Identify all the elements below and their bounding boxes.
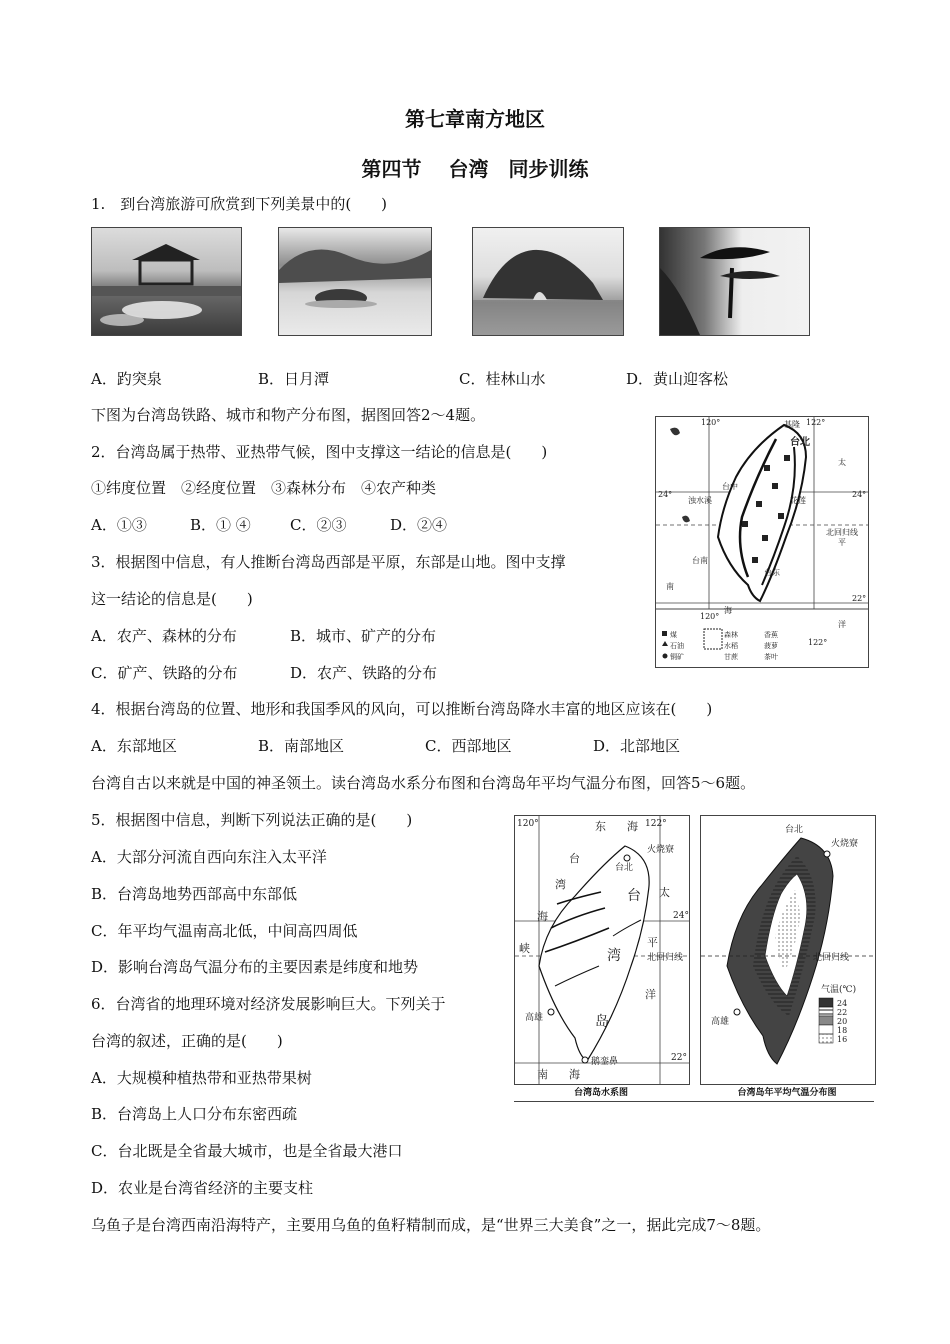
q4-option-c: C．西部地区 <box>425 737 512 755</box>
temp-legend-18: 18 <box>837 1026 848 1035</box>
chapter-title: 第七章南方地区 <box>405 107 545 131</box>
map2-strait-3: 海 <box>537 910 548 923</box>
map2-island-1: 台 <box>627 888 641 904</box>
legend-forest: 森林 <box>724 631 738 639</box>
temp-legend-22: 22 <box>837 1008 848 1017</box>
q5-stem: 5．根据图中信息，判断下列说法正确的是( ) <box>91 811 413 829</box>
map1-river: 浊水溪 <box>688 496 712 505</box>
map1-lat-24: 24° <box>658 490 673 499</box>
map1-lat-24-right: 24° <box>852 490 867 499</box>
q1-option-c: C．桂林山水 <box>459 370 546 388</box>
map3-city-huoshaoliao: 火烧寮 <box>831 839 859 849</box>
q3-option-b: B．城市、矿产的分布 <box>290 627 437 645</box>
map1-lon-122: 122° <box>806 418 826 427</box>
map1-city-tainan: 台南 <box>692 556 708 565</box>
q1-option-d: D．黄山迎客松 <box>626 370 729 388</box>
map2-south-sea-1: 南 <box>537 1068 548 1081</box>
q6-option-a: A．大规模种植热带和亚热带果树 <box>91 1069 312 1087</box>
legend-oil: 石油 <box>670 642 684 650</box>
map2-pacific-3: 洋 <box>645 988 656 1001</box>
map2-pacific-2: 平 <box>647 936 658 949</box>
map2-city-taipei: 台北 <box>615 863 634 873</box>
legend-tea: 茶叶 <box>764 653 778 661</box>
q2-option-d: D．②④ <box>390 516 448 534</box>
q6-line1: 6．台湾省的地理环境对经济发展影响巨大。下列关于 <box>91 995 446 1013</box>
map1-lon-120-bottom: 120° <box>700 612 720 621</box>
photo-guilin-landscape <box>472 227 624 336</box>
map1-ocean-1: 太 <box>838 458 846 467</box>
map2-strait-2: 湾 <box>555 878 566 891</box>
q4-option-b: B．南部地区 <box>258 737 345 755</box>
map2-island-2: 湾 <box>607 948 621 964</box>
map1-city-taichung: 台中 <box>722 482 738 491</box>
q2-option-b: B．① ④ <box>190 516 251 534</box>
taiwan-figure-pair <box>514 815 874 1102</box>
map1-sea-2: 海 <box>724 606 732 615</box>
taiwan-temperature-map <box>700 815 876 1085</box>
q4-option-d: D．北部地区 <box>593 737 681 755</box>
map3-city-kaohsiung: 高雄 <box>711 1017 730 1027</box>
q2-option-a: A．①③ <box>91 516 147 534</box>
q3-option-d: D．农产、铁路的分布 <box>290 664 438 682</box>
legend-copper: 铜矿 <box>670 653 684 661</box>
map2-caption: 台湾岛水系图 <box>573 1088 628 1098</box>
q3-option-a: A．农产、森林的分布 <box>91 627 237 645</box>
q3-line2: 这一结论的信息是( ) <box>91 590 253 608</box>
q6-option-b: B．台湾岛上人口分布东密西疏 <box>91 1105 298 1123</box>
map3-city-taipei: 台北 <box>785 825 804 835</box>
q1-option-a: A．趵突泉 <box>91 370 162 388</box>
legend-banana: 香蕉 <box>764 631 778 639</box>
intro-2-4: 下图为台湾岛铁路、城市和物产分布图，据图回答2～4题。 <box>91 406 486 424</box>
temp-legend-16: 16 <box>837 1035 848 1044</box>
legend-coal: 煤 <box>670 631 677 639</box>
map1-tropic: 北回归线 <box>826 528 858 537</box>
map1-city-taipei: 台北 <box>790 437 810 448</box>
map2-city-kaohsiung: 高雄 <box>525 1013 544 1023</box>
q5-option-a: A．大部分河流自西向东注入太平洋 <box>91 848 327 866</box>
map2-lat-24: 24° <box>673 911 689 921</box>
map2-east-sea-1: 东 <box>595 820 606 833</box>
map2-city-eluanbi: 鹅銮鼻 <box>591 1057 619 1067</box>
map1-city-hualien: 花莲 <box>790 496 806 505</box>
map2-city-huoshaoliao: 火烧寮 <box>647 845 675 855</box>
photo-sun-moon-lake <box>278 227 432 336</box>
taiwan-water-system-map <box>514 815 690 1085</box>
q4-option-a: A．东部地区 <box>91 737 177 755</box>
map1-sea-1: 南 <box>666 582 674 591</box>
map2-pacific-1: 太 <box>659 886 670 899</box>
q2-option-c: C．②③ <box>290 516 347 534</box>
q5-option-d: D．影响台湾岛气温分布的主要因素是纬度和地势 <box>91 958 419 976</box>
map3-caption: 台湾岛年平均气温分布图 <box>737 1088 837 1098</box>
section-title: 第四节 台湾 同步训练 <box>361 157 589 181</box>
q5-option-b: B．台湾岛地势西部高中东部低 <box>91 885 298 903</box>
intro-5-6: 台湾自古以来就是中国的神圣领土。读台湾岛水系分布图和台湾岛年平均气温分布图，回答5～6题。 <box>91 774 756 792</box>
legend-sugarcane: 甘蔗 <box>724 653 738 661</box>
q6-option-c: C．台北既是全省最大城市，也是全省最大港口 <box>91 1142 403 1160</box>
map2-strait-4: 峡 <box>519 942 530 955</box>
map1-city-keelung: 基隆 <box>784 420 800 429</box>
photo-huangshan-pine <box>659 227 810 336</box>
legend-pineapple: 菠萝 <box>764 642 778 650</box>
map2-island-3: 岛 <box>595 1014 609 1030</box>
q3-option-c: C．矿产、铁路的分布 <box>91 664 238 682</box>
q2-items: ①纬度位置 ②经度位置 ③森林分布 ④农产种类 <box>91 479 437 497</box>
map2-east-sea-2: 海 <box>627 820 638 833</box>
map2-tropic: 北回归线 <box>647 953 684 963</box>
map2-lon-120: 120° <box>517 819 539 829</box>
map1-lat-22: 22° <box>852 594 867 603</box>
map1-ocean-2: 平 <box>838 538 846 547</box>
q3-line1: 3．根据图中信息，有人推断台湾岛西部是平原，东部是山地。图中支撑 <box>91 553 566 571</box>
map2-lat-22: 22° <box>671 1053 687 1063</box>
q2-stem: 2．台湾岛属于热带、亚热带气候，图中支撑这一结论的信息是( ) <box>91 443 548 461</box>
map1-lon-122-bottom: 122° <box>808 638 828 647</box>
map3-tropic: 北回归线 <box>813 953 850 963</box>
map2-strait-1: 台 <box>569 852 580 865</box>
map2-lon-122: 122° <box>645 819 667 829</box>
map2-south-sea-2: 海 <box>569 1068 580 1081</box>
q4-stem: 4．根据台湾岛的位置、地形和我国季风的风向，可以推断台湾岛降水丰富的地区应该在( ) <box>91 700 713 718</box>
intro-7-8: 乌鱼子是台湾西南沿海特产，主要用乌鱼的鱼籽精制而成，是“世界三大美食”之一，据此完成7～8题。 <box>91 1216 771 1234</box>
q1-stem: 1. 到台湾旅游可欣赏到下列美景中的( ) <box>91 195 388 213</box>
q6-option-d: D．农业是台湾省经济的主要支柱 <box>91 1179 314 1197</box>
temp-legend-24: 24 <box>837 999 848 1008</box>
temp-legend-20: 20 <box>837 1017 848 1026</box>
map1-ocean-3: 洋 <box>838 620 846 629</box>
map1-lon-120: 120° <box>701 418 721 427</box>
q5-option-c: C．年平均气温南高北低，中间高四周低 <box>91 922 358 940</box>
map3-legend-title: 气温(℃) <box>821 985 857 995</box>
q1-option-b: B．日月潭 <box>258 370 330 388</box>
map1-city-taitung: 台东 <box>764 568 780 577</box>
photo-baotu-spring <box>91 227 242 336</box>
legend-rice: 水稻 <box>724 642 738 650</box>
q6-line2: 台湾的叙述，正确的是( ) <box>91 1032 283 1050</box>
taiwan-resources-map <box>655 416 869 668</box>
